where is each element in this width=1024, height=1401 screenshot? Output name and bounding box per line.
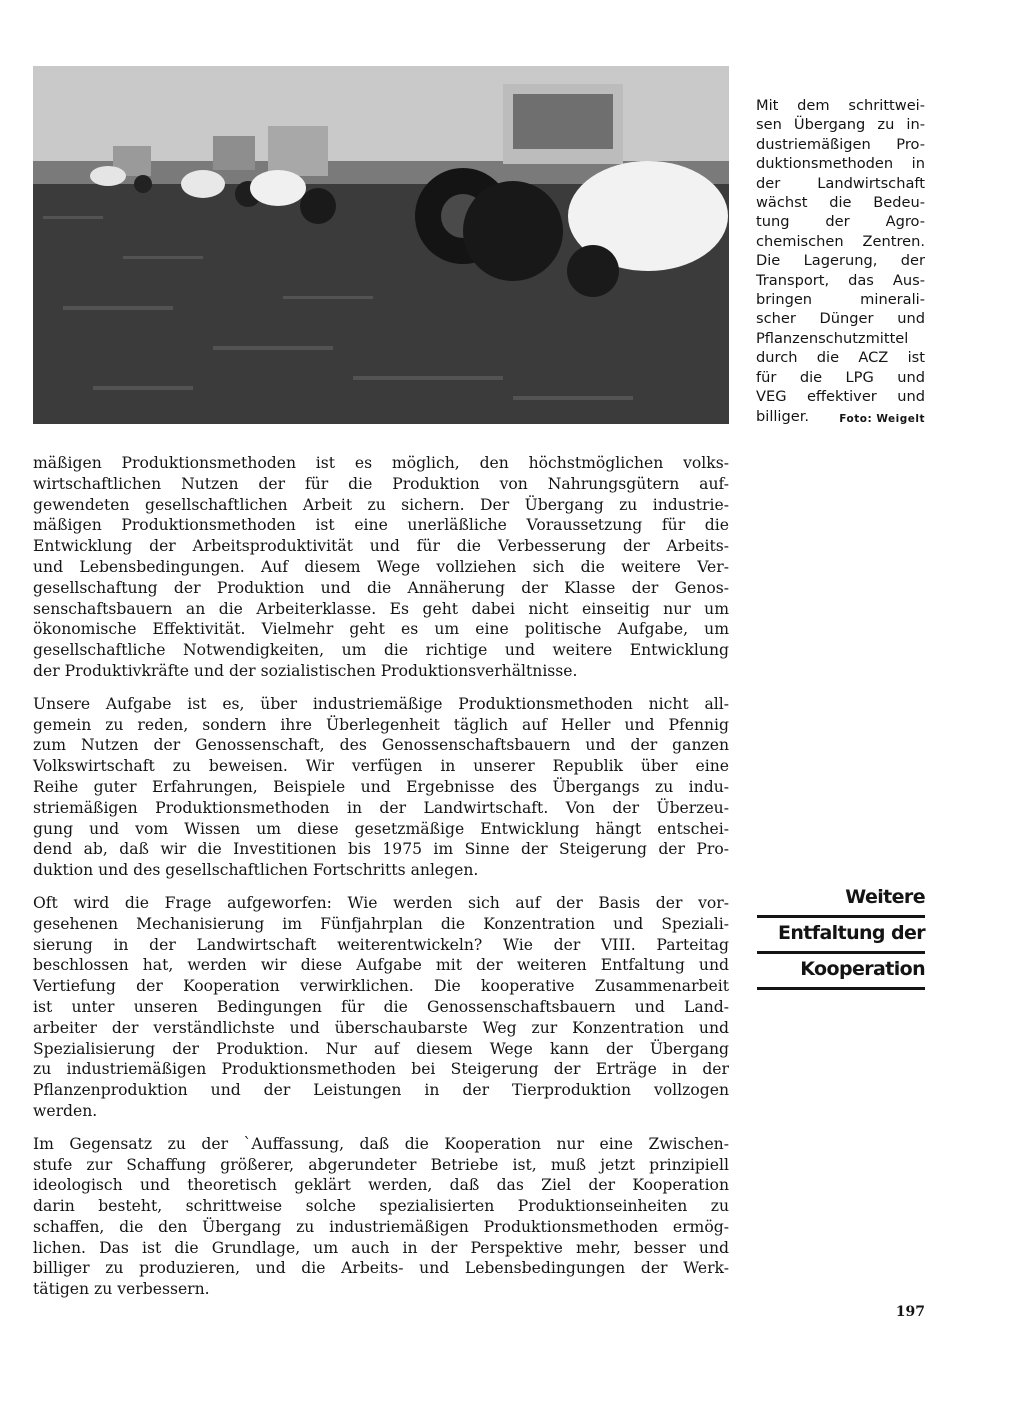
caption-line: Pflanzenschutzmittel [756,329,909,347]
text-line: Entwicklung der Arbeitsproduktivität und für die Verbesserung der Arbeits- [33,537,729,556]
page-number: 197 [895,1304,925,1320]
text-line: gung und vom Wissen um diese gesetzmäßige Entwicklung hängt entschei- [33,819,729,838]
text-line: ökonomische Effektivität. Vielmehr geht es um eine politische Aufgabe, um [33,620,729,639]
text-line: werden. [33,1101,98,1120]
text-line: und Lebensbedingungen. Auf diesem Wege vollziehen sich die weitere Ver- [33,557,729,576]
text-line: Spezialisierung der Produktion. Nur auf diesem Wege kann der Übergang [33,1039,729,1058]
text-line: mäßigen Produktionsmethoden ist es möglich, den höchstmöglichen volks- [33,454,729,472]
caption-line: der Landwirtschaft [756,174,925,192]
text-line: Vertiefung der Kooperation verwirklichen. Die kooperative Zusammenarbeit [33,977,729,996]
text-line: senschaftsbauern an die Arbeiterklasse. Es geht dabei nicht einseitig nur um [33,599,729,618]
caption-line: sen Übergang zu in- [756,116,925,134]
caption-line: Mit dem schrittwei- [756,97,925,114]
text-line: gemein zu reden, sondern ihre Überlegenheit täglich auf Heller und Pfennig [33,715,729,734]
caption-line: VEG effektiver und [756,388,925,406]
text-line: Reihe guter Erfahrungen, Beispiele und Ergebnisse des Übergangs zu indu- [33,777,729,796]
paragraph [33,1134,729,1300]
text-line: billiger zu produzieren, und die Arbeits- und Lebensbedingungen der Werk- [33,1259,729,1278]
photo-credit: Foto: Weigelt [839,413,925,425]
text-line: schaffen, die den Übergang zu industriemäßigen Produktionsmethoden ermög- [33,1217,729,1236]
text-line: wirtschaftlichen Nutzen der für die Produktion von Nahrungsgütern auf- [33,474,729,493]
caption-line: für die LPG und [756,368,925,386]
text-line: beschlossen hat, werden wir diese Aufgabe mit der weiteren Entfaltung und [33,956,729,975]
text-line: tätigen zu verbessern. [33,1280,210,1299]
text-line: ist unter unseren Bedingungen für die Genossenschaftsbauern und Land- [33,997,729,1016]
text-line: Pflanzenproduktion und der Leistungen in der Tierproduktion vollzogen [33,1081,729,1100]
text-line: zum Nutzen der Genossenschaft, des Genossenschaftsbauern und der ganzen [33,736,729,755]
side-heading-line: Entfaltung der [757,918,925,954]
caption-line: tung der Agro- [756,213,925,231]
side-heading-line: Kooperation [757,954,925,990]
text-line: lichen. Das ist die Grundlage, um auch in der Perspektive mehr, besser und [33,1238,729,1257]
text-line: gewendeten gesellschaftlichen Arbeit zu sichern. Der Übergang zu industrie- [33,495,729,514]
paragraph [33,453,729,682]
paragraph [33,694,729,881]
text-line: Oft wird die Frage aufgeworfen: Wie werden sich auf der Basis der vor- [33,893,729,912]
text-line: gesellschaftung der Produktion und die Annäherung der Klasse der Genos- [33,578,729,597]
caption-line: Die Lagerung, der [756,252,925,270]
text-line: duktion und des gesellschaftlichen Fortschritts anlegen. [33,861,479,880]
text-line: Volkswirtschaft zu beweisen. Wir verfügen in unserer Republik über eine [33,757,729,776]
article-body [33,453,729,1312]
text-line: zu industriemäßigen Produktionsmethoden bei Steigerung der Erträge in der [33,1060,729,1079]
text-line: gesellschaftliche Notwendigkeiten, um die richtige und weitere Entwicklung [33,641,729,660]
text-line: ideologisch und theoretisch geklärt werden, daß das Ziel der Kooperation [33,1176,729,1195]
side-heading-line: Weitere [757,882,925,918]
paragraph [33,893,729,1122]
text-line: stufe zur Schaffung größerer, abgerundeter Betriebe ist, muß jetzt prinzipiell [33,1155,729,1174]
tractor-field-photo [33,66,729,424]
side-heading [757,882,925,990]
photo-illustration [33,66,729,424]
caption-line: chemischen Zentren. [756,232,925,250]
text-line: arbeiter der verständlichste und überschaubarste Weg zur Konzentration und [33,1018,729,1037]
text-line: Unsere Aufgabe ist es, über industriemäßige Produktionsmethoden nicht all- [33,694,729,713]
text-line: gesehenen Mechanisierung im Fünfjahrplan die Konzentration und Speziali- [33,914,729,933]
text-line: sierung in der Landwirtschaft weiterentwickeln? Wie der VIII. Parteitag [33,935,729,954]
text-line: dend ab, daß wir die Investitionen bis 1975 im Sinne der Steigerung der Pro- [33,840,729,859]
text-line: darin besteht, schrittweise solche spezialisierten Produktionseinheiten zu [33,1197,729,1216]
caption-line: duktionsmethoden in [756,155,925,173]
caption-line: wächst die Bedeu- [756,194,925,212]
caption-line: durch die ACZ ist [756,349,925,367]
caption-line: scher Dünger und [756,310,925,328]
caption-line: dustriemäßigen Pro- [756,135,925,153]
caption-line: billiger. [756,407,810,425]
text-line: Im Gegensatz zu der `Auffassung, daß die Kooperation nur eine Zwischen- [33,1134,729,1153]
text-line: der Produktivkräfte und der sozialistischen Produktionsverhältnisse. [33,661,578,680]
text-line: mäßigen Produktionsmethoden ist eine unerläßliche Voraussetzung für die [33,516,729,535]
photo-caption [756,96,925,426]
caption-line: Transport, das Aus- [756,271,925,289]
caption-line: bringen minerali- [756,291,925,309]
text-line: striemäßigen Produktionsmethoden in der Landwirtschaft. Von der Überzeu- [33,798,729,817]
